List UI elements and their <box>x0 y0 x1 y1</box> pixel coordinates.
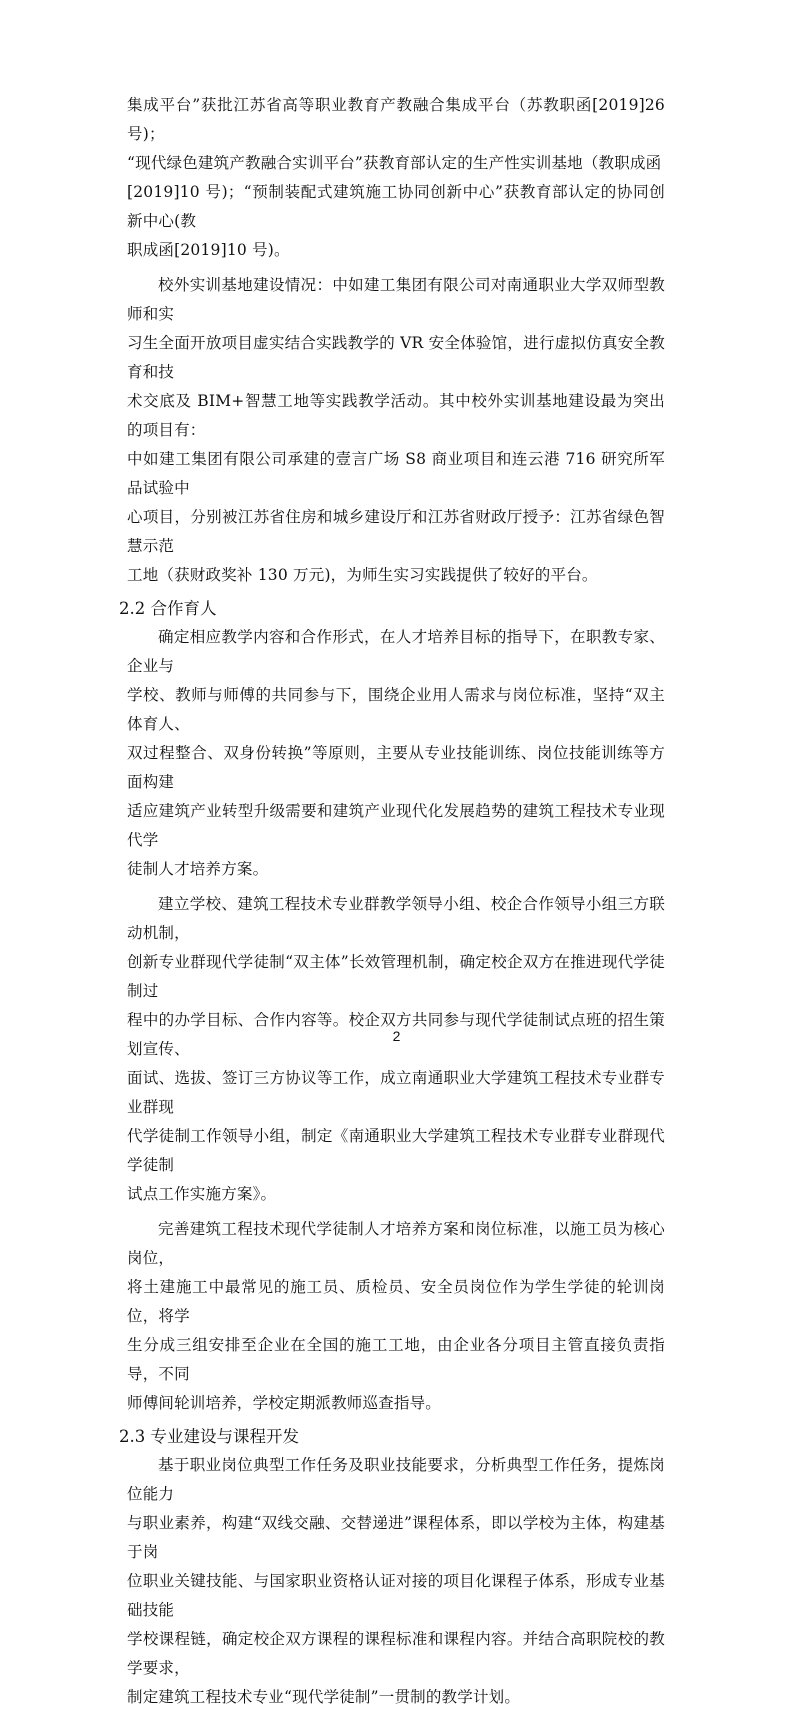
section-heading-2-2: 2.2 合作育人 <box>119 599 217 618</box>
paragraph-continuation: 集成平台”获批江苏省高等职业教育产教融合集成平台（苏教职函[2019]26 号)； “现代绿色建筑产教融合实训平台”获教育部认定的生产性实训基地（教职成函 [2019]10 号)；“预制装配式建筑施工协同创新中心”获教育部认定的协同创新中心(教 职成函[2019]10 号)。 <box>127 96 665 259</box>
paragraph-external-training-base: 校外实训基地建设情况：中如建工集团有限公司对南通职业大学双师型教师和实 习生全面开放项目虚实结合实践教学的 VR 安全体验馆，进行虚拟仿真安全教育和技 术交底及 BIM+智慧工地等实践教学活动。其中校外实训基地建设最为突出的项目有： 中如建工集团有限公司承建的壹言广场 S8 商业项目和连云港 716 研究所军品试验中 心项目，分别被江苏省住房和城乡建设厅和江苏省财政厅授予：江苏省绿色智慧示范 工地（获财政奖补 130 万元)，为师生实习实践提供了较好的平台。 <box>127 276 665 584</box>
paragraph-curriculum: 基于职业岗位典型工作任务及职业技能要求，分析典型工作任务，提炼岗位能力 与职业素养，构建“双线交融、交替递进”课程体系，即以学校为主体，构建基于岗 位职业关键技能、与国家职业资格认证对接的项目化课程子体系，形成专业基础技能 学校课程链，确定校企双方课程的课程标准和课程内容。并结合高职院校的教学要求， 制定建筑工程技术专业“现代学徒制”一贯制的教学计划。 <box>127 1456 665 1706</box>
paragraph-cooperation-1: 确定相应教学内容和合作形式，在人才培养目标的指导下，在职教专家、企业与 学校、教师与师傅的共同参与下，围绕企业用人需求与岗位标准，坚持“双主体育人、 双过程整合、双身份转换”等原则，主要从专业技能训练、岗位技能训练等方面构建 适应建筑产业转型升级需要和建筑产业现代化发展趋势的建筑工程技术专业现代学 徒制人才培养方案。 <box>127 628 665 878</box>
paragraph-cooperation-2: 建立学校、建筑工程技术专业群教学领导小组、校企合作领导小组三方联动机制， 创新专业群现代学徒制“双主体”长效管理机制，确定校企双方在推进现代学徒制过 程中的办学目标、合作内容等。校企双方共同参与现代学徒制试点班的招生策划宣传、 面试、选拔、签订三方协议等工作，成立南通职业大学建筑工程技术专业群专业群现 代学徒制工作领导小组，制定《南通职业大学建筑工程技术专业群专业群现代学徒制 试点工作实施方案》。 <box>127 895 665 1203</box>
paragraph-cooperation-3: 完善建筑工程技术现代学徒制人才培养方案和岗位标准，以施工员为核心岗位， 将土建施工中最常见的施工员、质检员、安全员岗位作为学生学徒的轮训岗位，将学 生分成三组安排至企业在全国的施工工地，由企业各分项目主管直接负责指导，不同 师傅间轮训培养，学校定期派教师巡查指导。 <box>127 1220 665 1412</box>
page-number: 2 <box>392 1028 401 1044</box>
section-heading-2-3: 2.3 专业建设与课程开发 <box>119 1427 299 1446</box>
document-body <box>119 91 665 1712</box>
